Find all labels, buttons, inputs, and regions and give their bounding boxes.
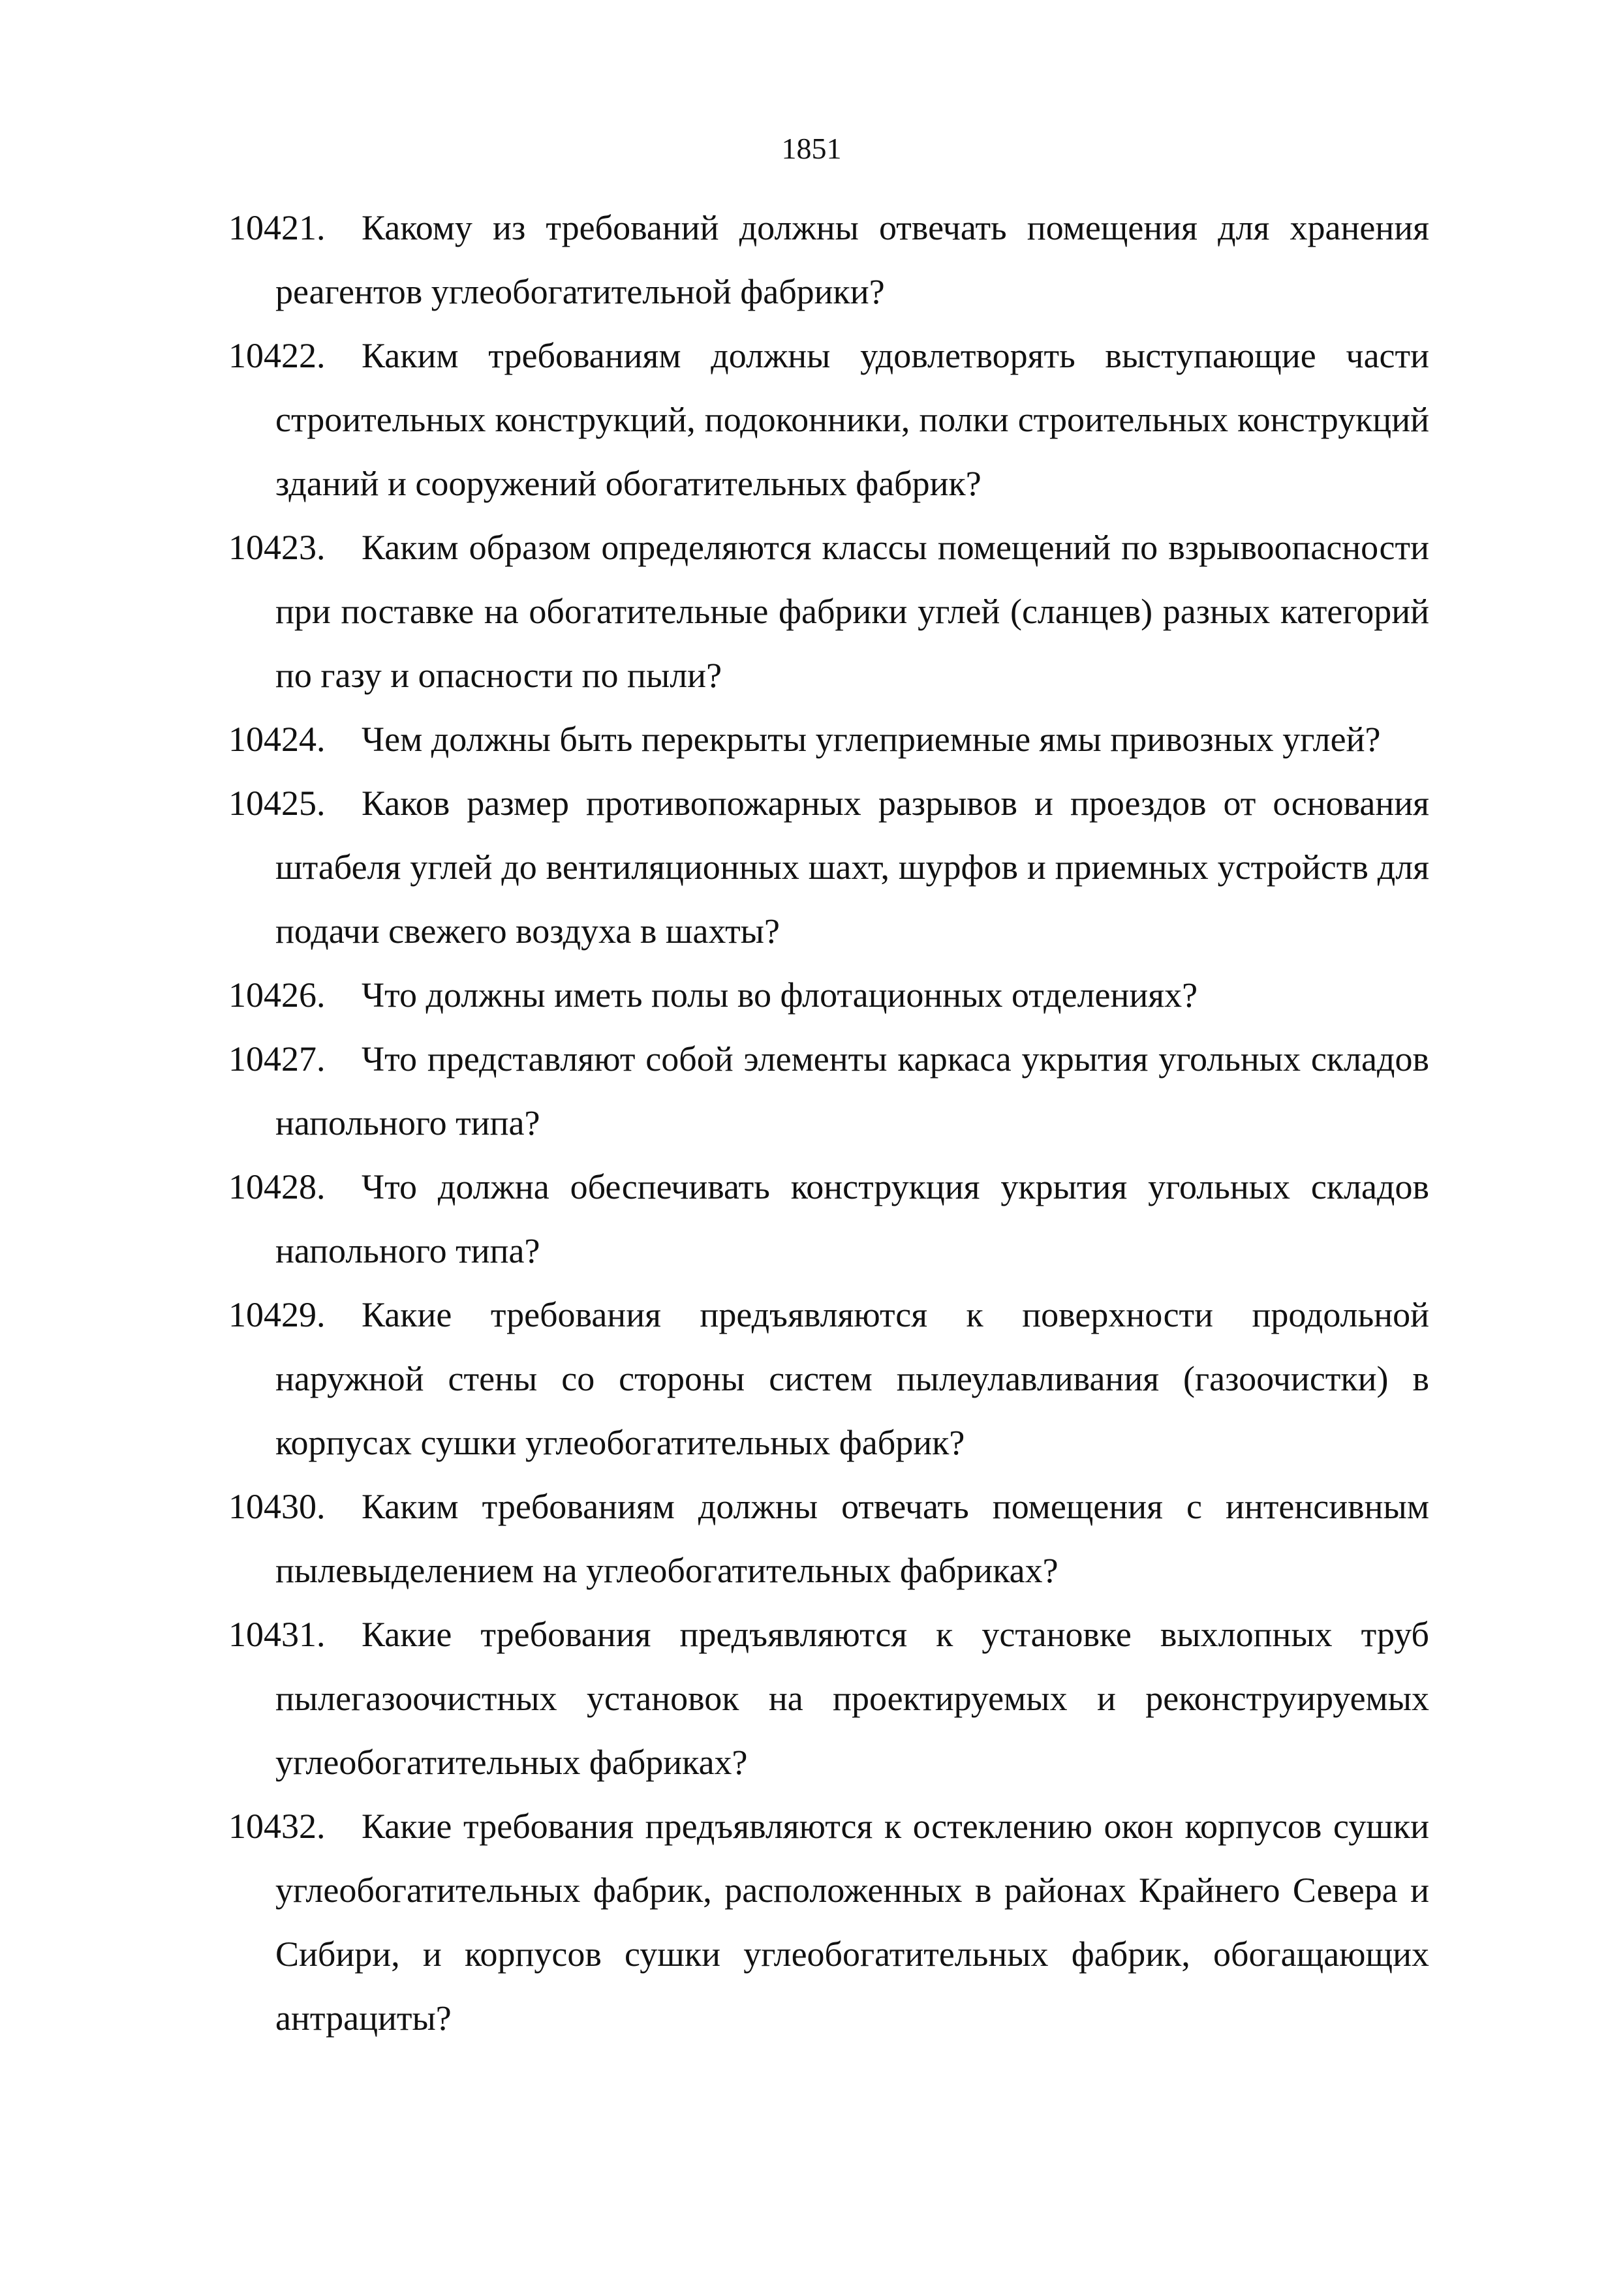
- question-number: 10431.: [228, 1602, 347, 1666]
- question-text: Каким образом определяются классы помещений по взрывоопасности при поставке на обогатительные фабрики углей (сланцев) разных категорий по газу и опасности по пыли?: [275, 528, 1429, 695]
- question-number: 10430.: [228, 1475, 347, 1538]
- question-text: Каков размер противопожарных разрывов и проездов от основания штабеля углей до вентиляционных шахт, шурфов и приемных устройств для подачи свежего воздуха в шахты?: [275, 784, 1429, 951]
- page-number: 1851: [781, 132, 842, 165]
- question-number: 10429.: [228, 1283, 347, 1347]
- question-number: 10425.: [228, 771, 347, 835]
- question-item: [228, 771, 1429, 963]
- question-number: 10424.: [228, 707, 347, 771]
- question-text: Каким требованиям должны отвечать помещения с интенсивным пылевыделением на углеобогатительных фабриках?: [275, 1487, 1429, 1590]
- question-list: [228, 196, 1429, 2050]
- question-number: 10422.: [228, 324, 347, 388]
- question-number: 10426.: [228, 963, 347, 1027]
- question-number: 10427.: [228, 1027, 347, 1091]
- question-item: [228, 1602, 1429, 1794]
- question-text: Чем должны быть перекрыты углеприемные ямы привозных углей?: [362, 720, 1381, 759]
- question-text: Каким требованиям должны удовлетворять выступающие части строительных конструкций, подоконники, полки строительных конструкций зданий и сооружений обогатительных фабрик?: [275, 336, 1429, 503]
- question-text: Какие требования предъявляются к установке выхлопных труб пылегазоочистных установок на проектируемых и реконструируемых углеобогатительных фабриках?: [275, 1615, 1429, 1782]
- question-item: [228, 324, 1429, 515]
- question-number: 10423.: [228, 515, 347, 579]
- question-item: [228, 515, 1429, 707]
- question-item: [228, 196, 1429, 324]
- question-number: 10428.: [228, 1155, 347, 1219]
- question-text: Какие требования предъявляются к поверхности продольной наружной стены со стороны систем пылеулавливания (газоочистки) в корпусах сушки углеобогатительных фабрик?: [275, 1295, 1429, 1462]
- question-text: Какому из требований должны отвечать помещения для хранения реагентов углеобогатительной фабрики?: [275, 208, 1429, 311]
- question-item: [228, 1283, 1429, 1475]
- question-number: 10421.: [228, 196, 347, 260]
- question-text: Что должны иметь полы во флотационных отделениях?: [362, 975, 1198, 1015]
- question-text: Что должна обеспечивать конструкция укрытия угольных складов напольного типа?: [275, 1167, 1429, 1270]
- question-item: [228, 1027, 1429, 1155]
- question-item: [228, 707, 1429, 771]
- question-item: [228, 1475, 1429, 1602]
- question-item: [228, 963, 1429, 1027]
- question-item: [228, 1155, 1429, 1283]
- question-item: [228, 1794, 1429, 2050]
- question-text: Какие требования предъявляются к остеклению окон корпусов сушки углеобогатительных фабрик, расположенных в районах Крайнего Севера и Сибири, и корпусов сушки углеобогатительных фабрик, обогащающих антрациты?: [275, 1807, 1429, 2038]
- question-text: Что представляют собой элементы каркаса укрытия угольных складов напольного типа?: [275, 1039, 1429, 1142]
- question-number: 10432.: [228, 1794, 347, 1858]
